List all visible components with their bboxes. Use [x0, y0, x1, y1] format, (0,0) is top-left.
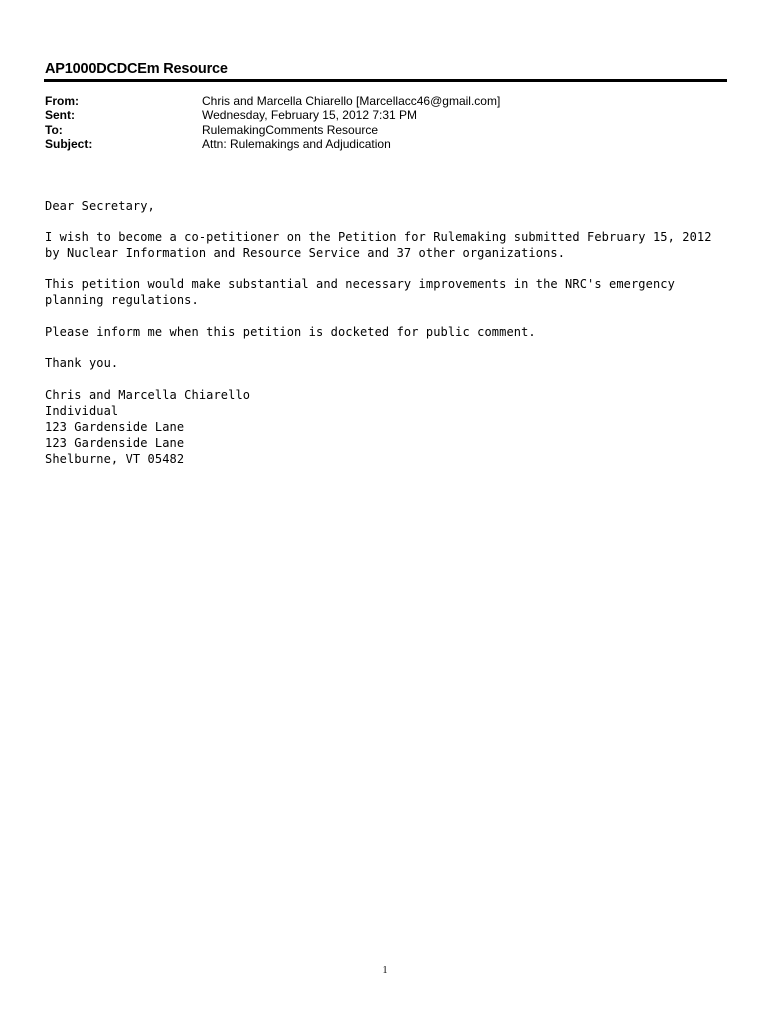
header-to-label: To:: [45, 123, 63, 137]
header-subject-label: Subject:: [45, 137, 93, 151]
closing: Thank you.: [45, 356, 119, 370]
header-to-value: RulemakingComments Resource: [202, 123, 379, 137]
paragraph-1-line-2: by Nuclear Information and Resource Service and 37 other organizations.: [45, 246, 566, 260]
paragraph-1-line-1: I wish to become a co-petitioner on the Petition for Rulemaking submitted February 15, 2012: [45, 230, 712, 244]
header-from-row: [45, 94, 727, 109]
header-subject-row: [45, 137, 727, 152]
salutation: Dear Secretary,: [45, 199, 155, 213]
paragraph-2-line-1: This petition would make substantial and necessary improvements in the NRC's emergency: [45, 277, 675, 291]
page-number: 1: [382, 965, 388, 976]
title-rule: [44, 79, 727, 82]
signature-city-state-zip: Shelburne, VT 05482: [45, 452, 185, 466]
header-from-label: From:: [45, 94, 79, 108]
signature-address-line-1: 123 Gardenside Lane: [45, 420, 185, 434]
header-sent-value: Wednesday, February 15, 2012 7:31 PM: [202, 108, 418, 122]
paragraph-2-line-2: planning regulations.: [45, 293, 199, 307]
signature-address-line-2: 123 Gardenside Lane: [45, 436, 185, 450]
signature-affiliation: Individual: [45, 404, 119, 418]
signature-name: Chris and Marcella Chiarello: [45, 388, 251, 402]
header-to-row: [45, 123, 727, 138]
paragraph-3: Please inform me when this petition is docketed for public comment.: [45, 325, 536, 339]
header-from-value: Chris and Marcella Chiarello [Marcellacc46@gmail.com]: [202, 94, 501, 108]
document-title: AP1000DCDCEm Resource: [45, 61, 228, 77]
header-sent-row: [45, 108, 727, 123]
header-subject-value: Attn: Rulemakings and Adjudication: [202, 137, 391, 151]
header-sent-label: Sent:: [45, 108, 75, 122]
